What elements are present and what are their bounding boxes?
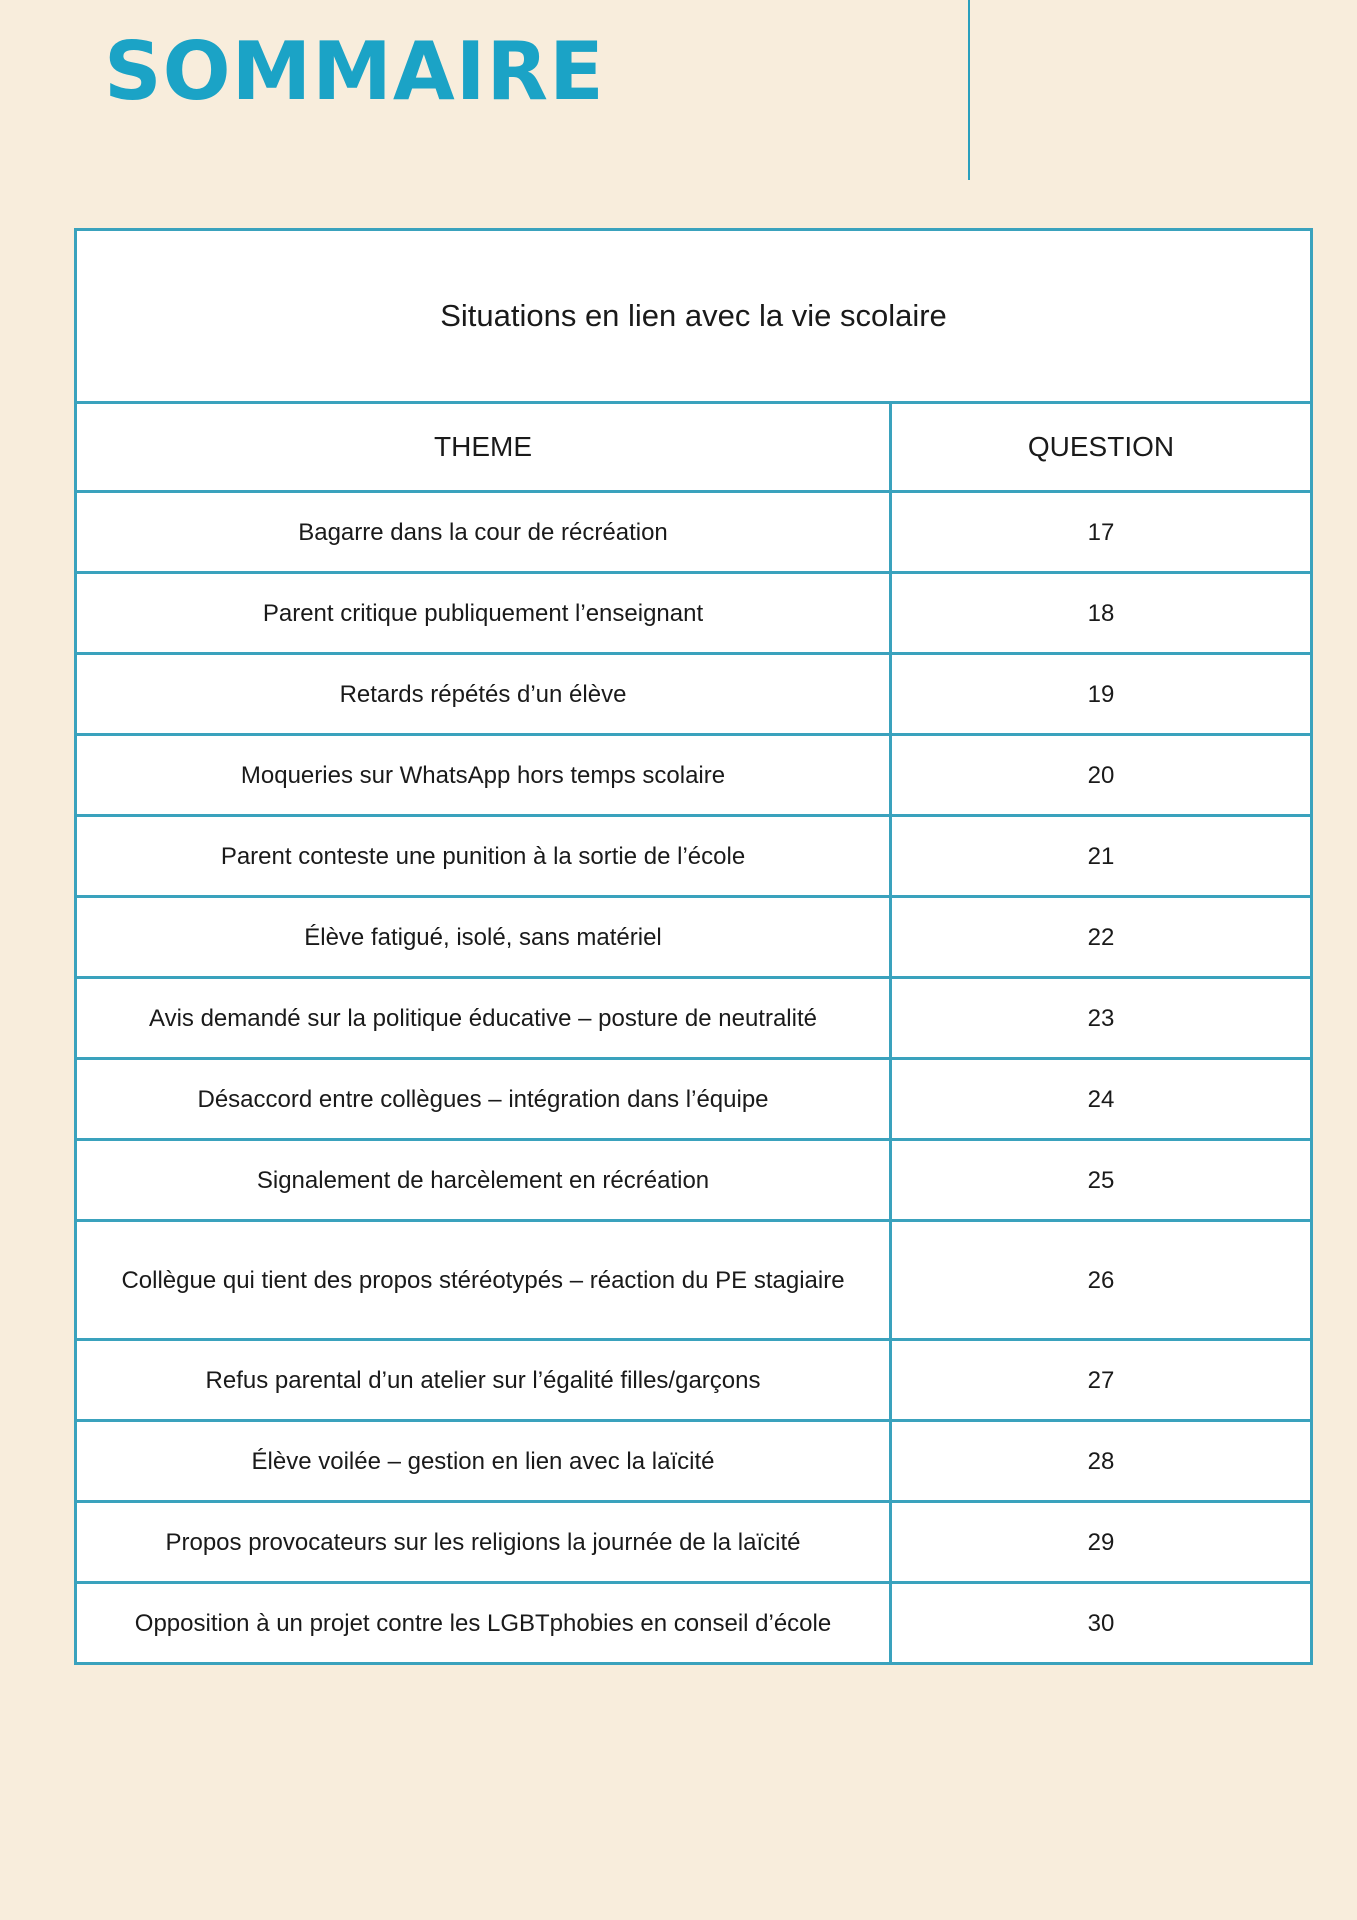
theme-cell: Parent conteste une punition à la sortie de l’école <box>76 816 891 897</box>
table-row <box>76 897 1312 978</box>
question-cell: 27 <box>891 1340 1312 1421</box>
table-row <box>76 735 1312 816</box>
table-row <box>76 816 1312 897</box>
question-cell: 22 <box>891 897 1312 978</box>
theme-cell: Avis demandé sur la politique éducative – posture de neutralité <box>76 978 891 1059</box>
table-row <box>76 1502 1312 1583</box>
table-row <box>76 1340 1312 1421</box>
question-cell: 17 <box>891 492 1312 573</box>
theme-cell: Signalement de harcèlement en récréation <box>76 1140 891 1221</box>
question-cell: 23 <box>891 978 1312 1059</box>
caption-row <box>76 230 1312 403</box>
question-cell: 30 <box>891 1583 1312 1664</box>
theme-cell: Opposition à un projet contre les LGBTphobies en conseil d’école <box>76 1583 891 1664</box>
theme-cell: Moqueries sur WhatsApp hors temps scolaire <box>76 735 891 816</box>
theme-cell: Refus parental d’un atelier sur l’égalité filles/garçons <box>76 1340 891 1421</box>
table-row <box>76 1059 1312 1140</box>
contents-table <box>74 228 1313 1665</box>
theme-cell: Collègue qui tient des propos stéréotypés – réaction du PE stagiaire <box>76 1221 891 1340</box>
question-cell: 20 <box>891 735 1312 816</box>
table-row <box>76 1140 1312 1221</box>
question-cell: 19 <box>891 654 1312 735</box>
question-cell: 28 <box>891 1421 1312 1502</box>
question-cell: 29 <box>891 1502 1312 1583</box>
table-row <box>76 654 1312 735</box>
question-cell: 25 <box>891 1140 1312 1221</box>
theme-cell: Élève fatigué, isolé, sans matériel <box>76 897 891 978</box>
vertical-divider <box>968 0 970 180</box>
theme-cell: Retards répétés d’un élève <box>76 654 891 735</box>
theme-cell: Bagarre dans la cour de récréation <box>76 492 891 573</box>
table-row <box>76 573 1312 654</box>
page-title: SOMMAIRE <box>104 25 605 118</box>
table-row <box>76 1583 1312 1664</box>
theme-cell: Élève voilée – gestion en lien avec la laïcité <box>76 1421 891 1502</box>
header-question: QUESTION <box>891 403 1312 492</box>
question-cell: 26 <box>891 1221 1312 1340</box>
table-row <box>76 1221 1312 1340</box>
question-cell: 24 <box>891 1059 1312 1140</box>
table-caption: Situations en lien avec la vie scolaire <box>76 230 1312 403</box>
table-row <box>76 978 1312 1059</box>
question-cell: 18 <box>891 573 1312 654</box>
question-cell: 21 <box>891 816 1312 897</box>
header-row <box>76 403 1312 492</box>
theme-cell: Désaccord entre collègues – intégration dans l’équipe <box>76 1059 891 1140</box>
theme-cell: Parent critique publiquement l’enseignant <box>76 573 891 654</box>
table-row <box>76 492 1312 573</box>
header-theme: THEME <box>76 403 891 492</box>
table-row <box>76 1421 1312 1502</box>
theme-cell: Propos provocateurs sur les religions la journée de la laïcité <box>76 1502 891 1583</box>
